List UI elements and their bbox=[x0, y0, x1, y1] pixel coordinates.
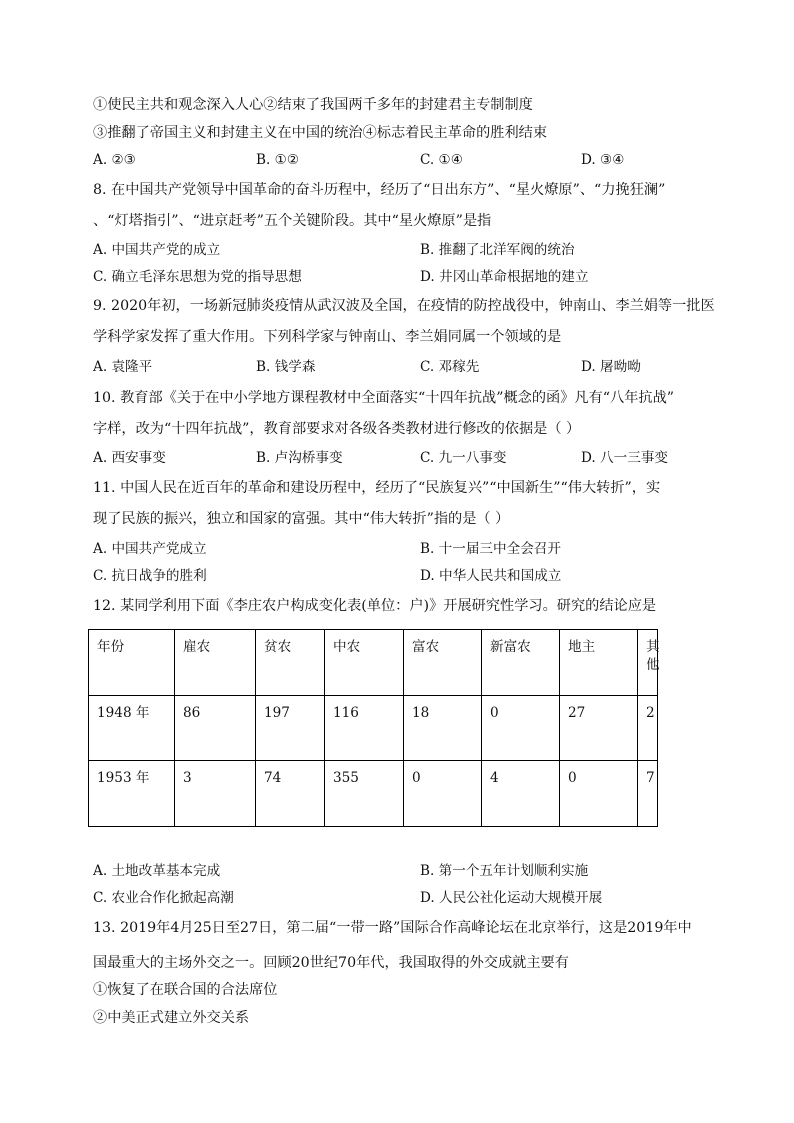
q9-option-d: D. 屠呦呦 bbox=[581, 359, 641, 375]
q10-option-c: C. 九一八事变 bbox=[420, 450, 507, 466]
q12-stem: 12. 某同学利用下面《李庄农户构成变化表(单位：户)》开展研究性学习。研究的结论应是 bbox=[93, 598, 657, 614]
table-cell: 86 bbox=[175, 695, 256, 761]
q9-option-a: A. 袁隆平 bbox=[93, 359, 153, 375]
q11-option-a: A. 中国共产党成立 bbox=[93, 541, 207, 557]
q13-stem-line-1: 13. 2019年4月25日至27日，第二届“一带一路”国际合作高峰论坛在北京举行，这是2019年中 bbox=[93, 920, 692, 936]
q12-option-d: D. 人民公社化运动大规模开展 bbox=[420, 890, 603, 906]
table-header-cell: 其他 bbox=[638, 630, 658, 696]
q7-option-d: D. ③④ bbox=[581, 152, 625, 168]
household-table bbox=[88, 629, 658, 827]
q13-item-1: ①恢复了在联合国的合法席位 bbox=[93, 982, 278, 998]
q12-option-b: B. 第一个五年计划顺利实施 bbox=[420, 863, 589, 879]
table-cell: 4 bbox=[482, 761, 560, 827]
table-cell: 1948 年 bbox=[89, 695, 175, 761]
table-header-cell: 富农 bbox=[404, 630, 482, 696]
q10-option-d: D. 八一三事变 bbox=[581, 450, 669, 466]
q12-option-a: A. 土地改革基本完成 bbox=[93, 863, 221, 879]
option-line-2: ③推翻了帝国主义和封建主义在中国的统治④标志着民主革命的胜利结束 bbox=[93, 125, 548, 141]
table-cell: 3 bbox=[175, 761, 256, 827]
table-cell: 0 bbox=[560, 761, 638, 827]
table-header-cell: 贫农 bbox=[256, 630, 325, 696]
q8-option-c: C. 确立毛泽东思想为党的指导思想 bbox=[93, 269, 302, 285]
q12-option-c: C. 农业合作化掀起高潮 bbox=[93, 890, 234, 906]
table-cell: 18 bbox=[404, 695, 482, 761]
q8-option-b: B. 推翻了北洋军阀的统治 bbox=[420, 242, 575, 258]
q10-option-a: A. 西安事变 bbox=[93, 450, 166, 466]
q11-stem-line-1: 11. 中国人民在近百年的革命和建设历程中，经历了“民族复兴”“中国新生”“伟大转折”，实 bbox=[93, 480, 661, 496]
table-cell: 74 bbox=[256, 761, 325, 827]
q13-item-2: ②中美正式建立外交关系 bbox=[93, 1010, 250, 1026]
table-header-cell: 地主 bbox=[560, 630, 638, 696]
table-header-row bbox=[89, 630, 658, 696]
q9-stem-line-1: 9. 2020年初，一场新冠肺炎疫情从武汉波及全国，在疫情的防控战役中，钟南山、李兰娟等一批医 bbox=[93, 298, 715, 314]
table-header-cell: 雇农 bbox=[175, 630, 256, 696]
table-cell: 27 bbox=[560, 695, 638, 761]
q13-stem-line-2: 国最重大的主场外交之一。回顾20世纪70年代，我国取得的外交成就主要有 bbox=[93, 955, 569, 971]
q9-option-b: B. 钱学森 bbox=[256, 359, 316, 375]
q8-option-d: D. 井冈山革命根据地的建立 bbox=[420, 269, 589, 285]
q11-option-c: C. 抗日战争的胜利 bbox=[93, 568, 207, 584]
q10-stem-line-1: 10. 教育部《关于在中小学地方课程教材中全面落实“十四年抗战”概念的函》凡有“八年抗战” bbox=[93, 390, 675, 406]
q10-option-b: B. 卢沟桥事变 bbox=[256, 450, 343, 466]
q8-option-a: A. 中国共产党的成立 bbox=[93, 242, 221, 258]
q7-option-a: A. ②③ bbox=[93, 152, 136, 168]
table-row bbox=[89, 695, 658, 761]
table-row bbox=[89, 761, 658, 827]
table-cell: 7 bbox=[638, 761, 658, 827]
q10-stem-line-2: 字样，改为“十四年抗战”，教育部要求对各级各类教材进行修改的依据是（ ） bbox=[93, 421, 581, 437]
table-header-cell: 新富农 bbox=[482, 630, 560, 696]
table-header-cell: 中农 bbox=[325, 630, 404, 696]
table-cell: 0 bbox=[482, 695, 560, 761]
q9-option-c: C. 邓稼先 bbox=[420, 359, 480, 375]
table-cell: 355 bbox=[325, 761, 404, 827]
table-cell: 0 bbox=[404, 761, 482, 827]
q11-stem-line-2: 现了民族的振兴，独立和国家的富强。其中“伟大转折”指的是（ ） bbox=[93, 511, 510, 527]
option-line-1: ①使民主共和观念深入人心②结束了我国两千多年的封建君主专制制度 bbox=[93, 97, 533, 113]
q7-option-b: B. ①② bbox=[256, 152, 300, 168]
q11-option-d: D. 中华人民共和国成立 bbox=[420, 568, 562, 584]
q7-option-c: C. ①④ bbox=[420, 152, 463, 168]
table-cell: 1953 年 bbox=[89, 761, 175, 827]
q9-stem-line-2: 学科学家发挥了重大作用。下列科学家与钟南山、李兰娟同属一个领域的是 bbox=[93, 329, 562, 345]
table-cell: 116 bbox=[325, 695, 404, 761]
table-cell: 2 bbox=[638, 695, 658, 761]
table-header-cell: 年份 bbox=[89, 630, 175, 696]
q11-option-b: B. 十一届三中全会召开 bbox=[420, 541, 561, 557]
table-cell: 197 bbox=[256, 695, 325, 761]
q8-stem-line-1: 8. 在中国共产党领导中国革命的奋斗历程中，经历了“日出东方”、“星火燎原”、“力挽狂澜” bbox=[93, 182, 666, 198]
q8-stem-line-2: 、“灯塔指引”、“进京赶考”五个关键阶段。其中“星火燎原”是指 bbox=[93, 213, 492, 229]
